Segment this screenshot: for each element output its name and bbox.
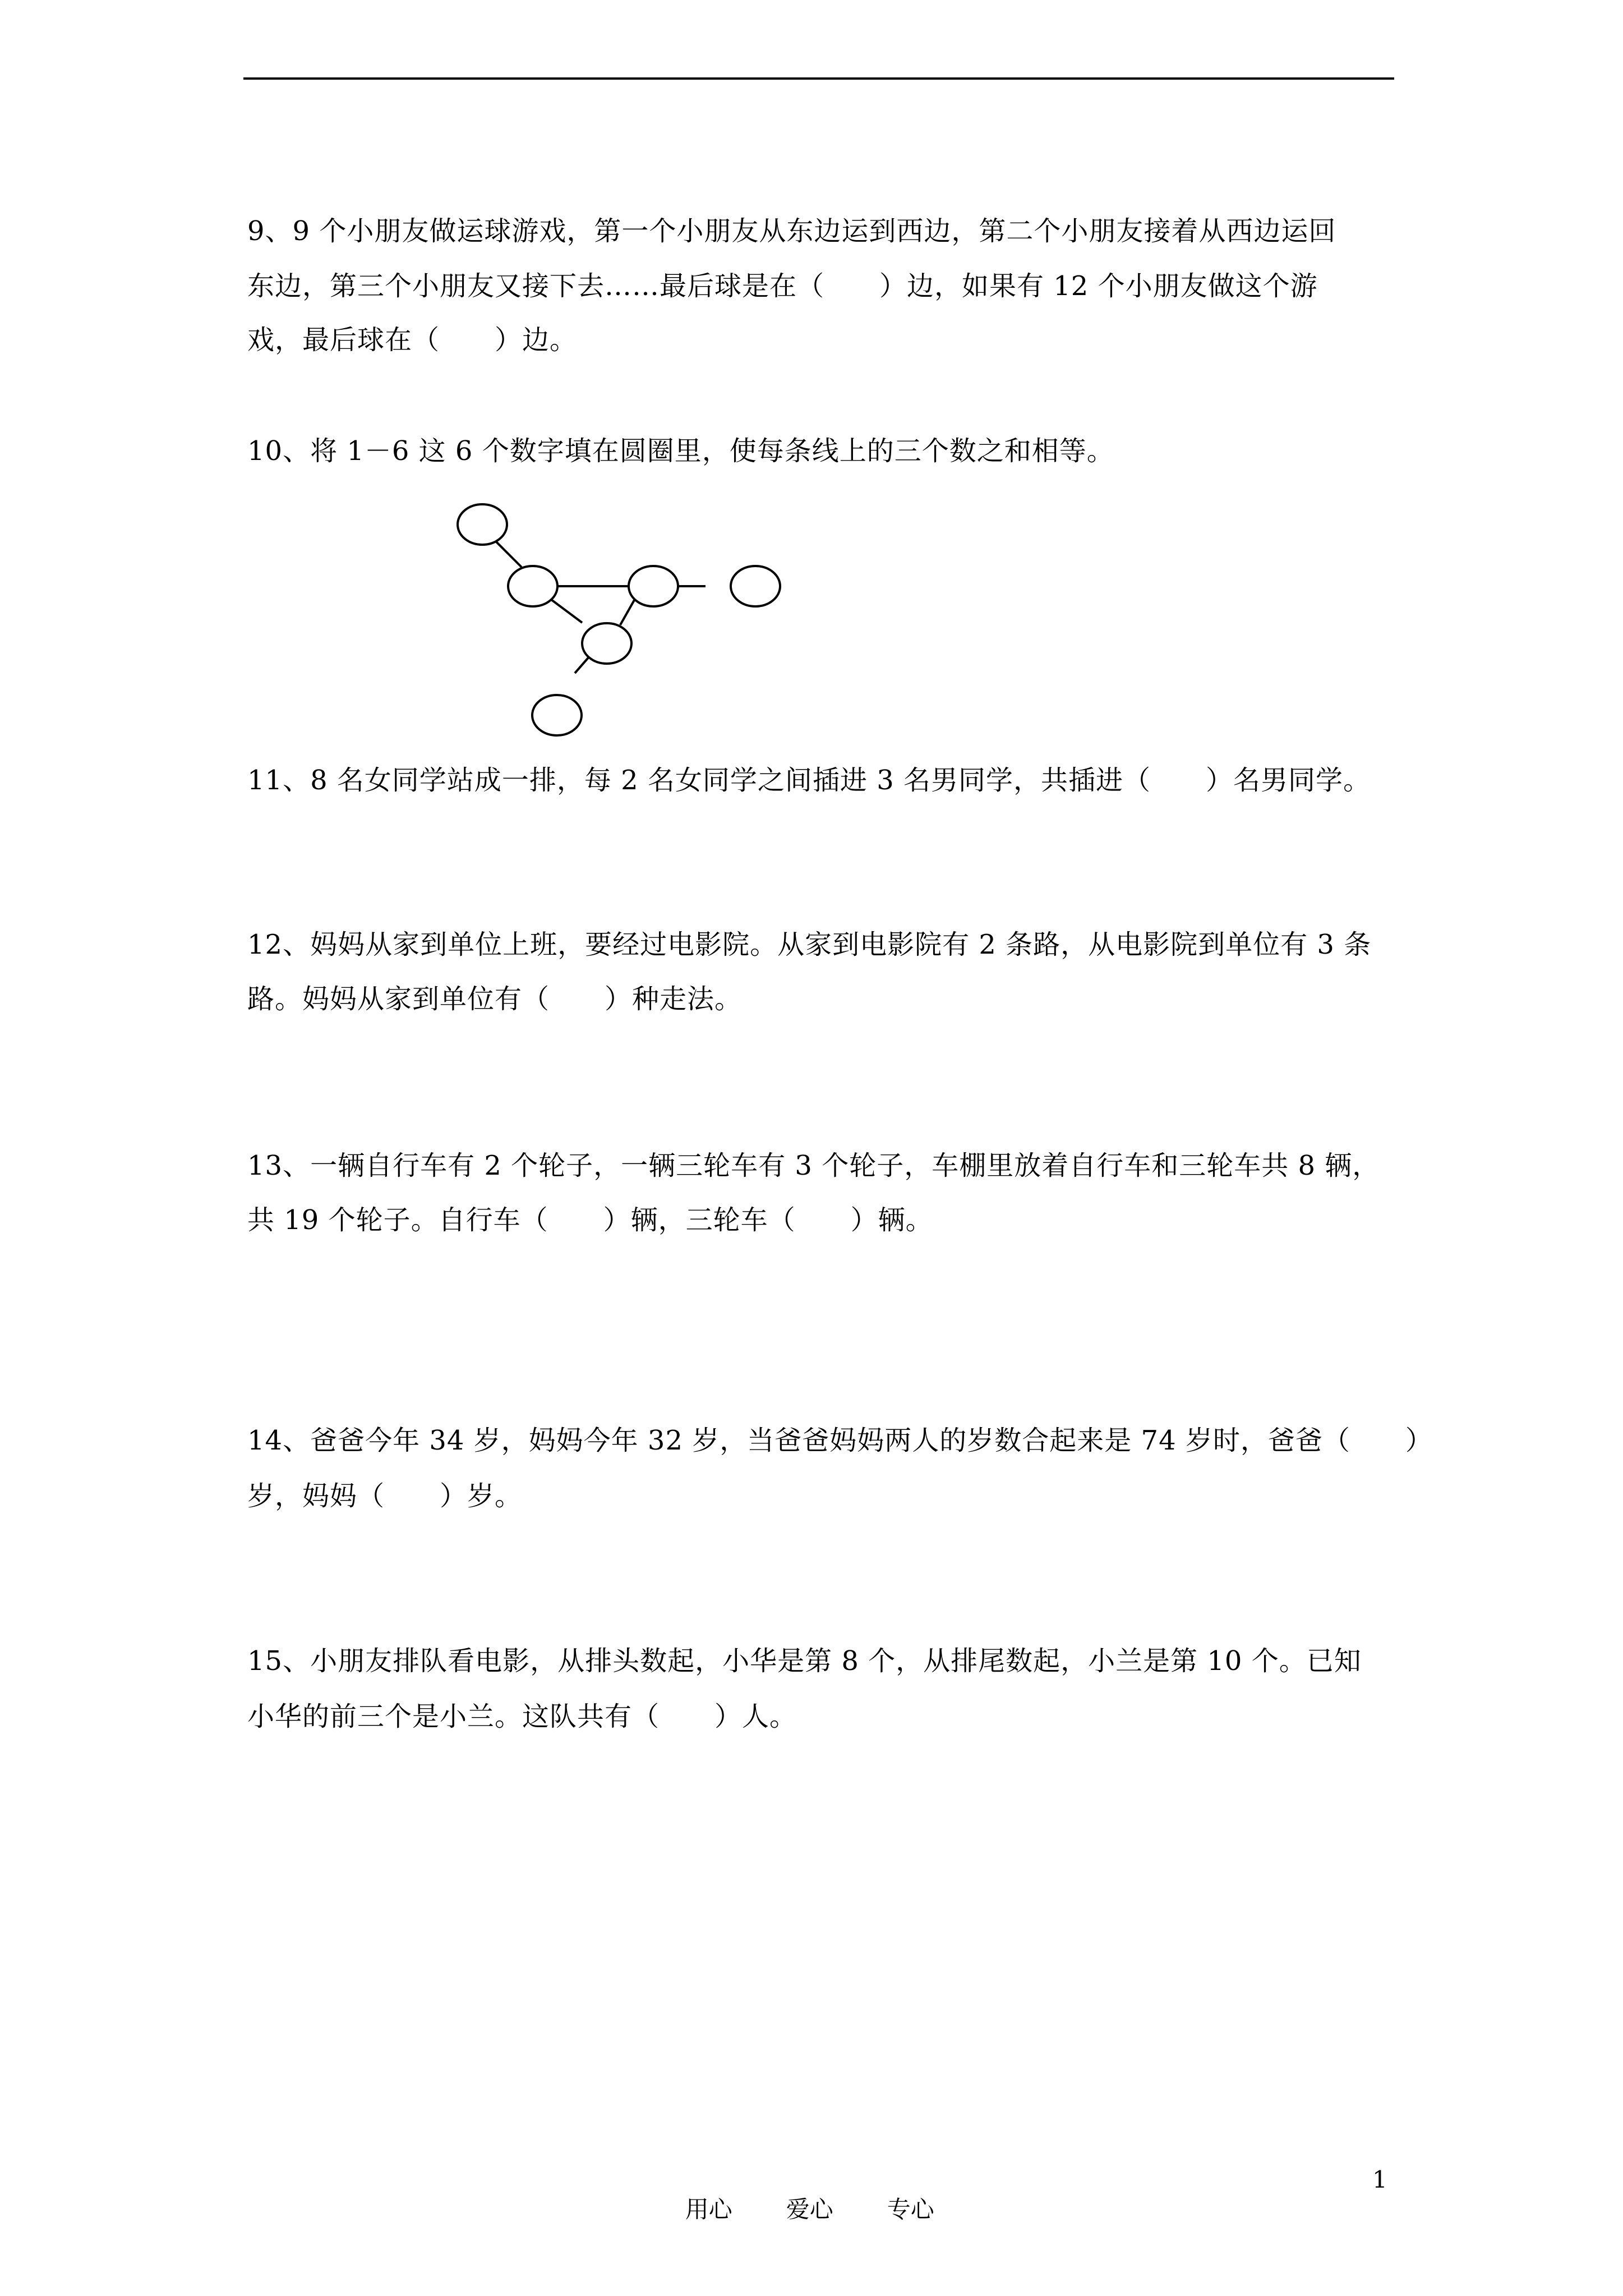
question-13-line-2: 共 19 个轮子。自行车（ ）辆，三轮车（ ）辆。 (247, 1204, 933, 1236)
header-rule (243, 77, 1394, 80)
question-14-line-2: 岁，妈妈（ ）岁。 (247, 1480, 523, 1512)
question-10-line-1: 10、将 1－6 这 6 个数字填在圆圈里，使每条线上的三个数之和相等。 (247, 435, 1114, 467)
question-11-line-1: 11、8 名女同学站成一排，每 2 名女同学之间插进 3 名男同学，共插进（ ）名男同学。 (247, 765, 1371, 796)
question-15-line-2: 小华的前三个是小兰。这队共有（ ）人。 (247, 1701, 797, 1732)
page-number: 1 (1372, 2166, 1387, 2193)
connector-line-top-left (495, 540, 522, 567)
circle-left (508, 566, 557, 606)
question-12-line-2: 路。妈妈从家到单位有（ ）种走法。 (247, 983, 743, 1015)
footer-motto-1: 用心 (685, 2196, 732, 2223)
question-9-line-2: 东边，第三个小朋友又接下去……最后球是在（ ）边，如果有 12 个小朋友做这个游 (247, 270, 1318, 302)
question-14-line-1: 14、爸爸今年 34 岁，妈妈今年 32 岁，当爸爸妈妈两人的岁数合起来是 74 岁时，爸爸（ ） (247, 1425, 1433, 1456)
circle-bottom-left (532, 695, 582, 735)
number-circle-diagram (437, 496, 808, 743)
question-9-line-1: 9、9 个小朋友做运球游戏，第一个小朋友从东边运到西边，第二个小朋友接着从西边运回 (247, 215, 1336, 247)
connector-line-right-down (620, 599, 635, 625)
circle-middle (629, 566, 678, 606)
footer-mottos (670, 2162, 934, 2225)
circle-right (731, 566, 780, 606)
question-13-line-1: 13、一辆自行车有 2 个轮子，一辆三轮车有 3 个轮子，车棚里放着自行车和三轮车共 8 辆， (247, 1150, 1380, 1181)
footer-motto-2: 爱心 (786, 2196, 833, 2223)
question-15-line-1: 15、小朋友排队看电影，从排头数起，小华是第 8 个，从排尾数起，小兰是第 10 个。已知 (247, 1645, 1362, 1677)
circle-top-left (458, 504, 507, 545)
question-9-line-3: 戏，最后球在（ ）边。 (247, 324, 578, 356)
connector-line-bottom (575, 656, 590, 673)
question-12-line-1: 12、妈妈从家到单位上班，要经过电影院。从家到电影院有 2 条路，从电影院到单位有 3 条 (247, 929, 1372, 960)
circle-bottom-center (582, 623, 631, 664)
footer-motto-3: 专心 (887, 2196, 934, 2223)
